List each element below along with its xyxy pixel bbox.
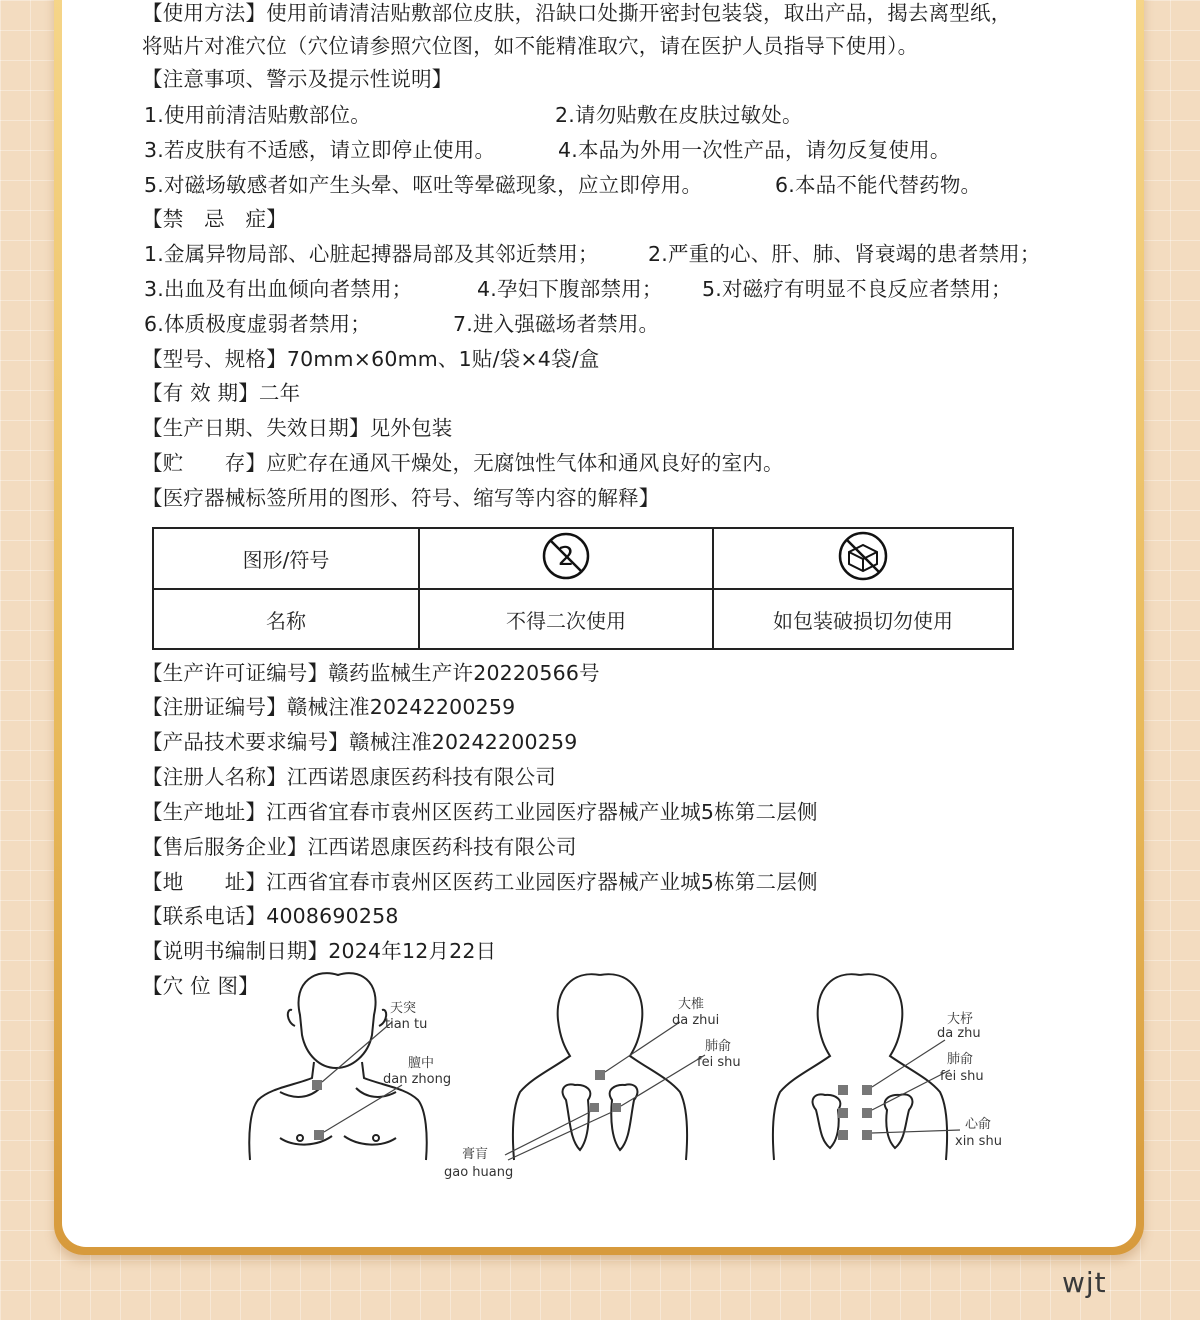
notice-item-5: 5.对磁场敏感者如产生头晕、呕吐等晕磁现象，应立即停用。 xyxy=(144,173,703,197)
danzhong-label-py: dan zhong xyxy=(383,1072,452,1087)
dazhui-point xyxy=(595,1070,605,1080)
tiantu-label-py: tian tu xyxy=(385,1017,428,1032)
symbol-cell-damaged xyxy=(713,528,1013,589)
service-company-text: 【售后服务企业】江西诺恩康医药科技有限公司 xyxy=(142,835,577,859)
notice-item-4: 4.本品为外用一次性产品，请勿反复使用。 xyxy=(558,138,951,162)
notice-item-6: 6.本品不能代替药物。 xyxy=(775,173,982,197)
dates-text: 【生产日期、失效日期】见外包装 xyxy=(142,416,453,440)
document-date-text: 【说明书编制日期】2024年12月22日 xyxy=(142,939,497,963)
acupoint-title: 【穴 位 图】 xyxy=(142,974,259,998)
symbol-table xyxy=(152,527,1014,650)
xinshu-label-cn: 心俞 xyxy=(965,1117,992,1132)
xinshu-point-right xyxy=(862,1130,872,1140)
name-row-header: 名称 xyxy=(153,589,419,649)
acupoint-diagram xyxy=(240,960,1020,1210)
contra-item-1: 1.金属异物局部、心脏起搏器局部及其邻近禁用； xyxy=(144,242,599,266)
tech-requirement-text: 【产品技术要求编号】赣械注准20242200259 xyxy=(142,730,578,754)
do-not-reuse-icon xyxy=(541,531,591,581)
contra-item-7: 7.进入强磁场者禁用。 xyxy=(453,312,660,336)
danzhong-label-cn: 膻中 xyxy=(408,1056,435,1071)
notice-item-3: 3.若皮肤有不适感，请立即停止使用。 xyxy=(144,138,496,162)
registration-text: 【注册证编号】赣械注准20242200259 xyxy=(142,695,516,719)
dazhu-point-right xyxy=(862,1085,872,1095)
tiantu-label-cn: 天突 xyxy=(390,1001,417,1016)
contra-item-2: 2.严重的心、肝、肺、肾衰竭的患者禁用； xyxy=(648,242,1041,266)
tiantu-point xyxy=(312,1080,322,1090)
feishu2-point-left xyxy=(838,1108,848,1118)
do-not-use-if-damaged-icon xyxy=(837,530,889,582)
feishu-label-py: fei shu xyxy=(697,1055,741,1070)
back-figure-2 xyxy=(773,974,947,1160)
usage-text: 【使用方法】使用前请清洁贴敷部位皮肤，沿缺口处撕开密封包装袋，取出产品，揭去离型纸， xyxy=(142,1,1012,25)
feishu2-label-py: fei shu xyxy=(940,1069,984,1084)
manufacture-address-text: 【生产地址】江西省宜春市袁州区医药工业园医疗器械产业城5栋第二层侧 xyxy=(142,800,818,824)
feishu2-point-right xyxy=(862,1108,872,1118)
xinshu-point-left xyxy=(838,1130,848,1140)
symbol-row-header: 图形/符号 xyxy=(153,528,419,589)
reuse-name: 不得二次使用 xyxy=(419,589,713,649)
registrant-text: 【注册人名称】江西诺恩康医药科技有限公司 xyxy=(142,765,556,789)
feishu2-label-cn: 肺俞 xyxy=(947,1052,974,1067)
dazhui-label-py: da zhui xyxy=(672,1013,720,1028)
danzhong-point xyxy=(314,1130,324,1140)
reuse-glyph: 2 xyxy=(557,542,575,572)
symbol-cell-reuse xyxy=(419,528,713,589)
contra-item-3: 3.出血及有出血倾向者禁用； xyxy=(144,277,413,301)
contraindications-title: 【禁 忌 症】 xyxy=(142,207,287,231)
gaohuang-label-cn: 膏肓 xyxy=(462,1147,489,1162)
name-row xyxy=(153,589,1013,649)
feishu-point-left xyxy=(590,1103,599,1112)
feishu-label-cn: 肺俞 xyxy=(705,1039,732,1054)
damaged-name: 如包装破损切勿使用 xyxy=(713,589,1013,649)
symbol-row xyxy=(153,528,1013,589)
license-text: 【生产许可证编号】赣药监械生产许20220566号 xyxy=(142,661,600,685)
gaohuang-label-py: gao huang xyxy=(444,1165,514,1180)
back-figure-1 xyxy=(513,974,687,1160)
contra-item-4: 4.孕妇下腹部禁用； xyxy=(477,277,663,301)
usage-text-2: 将贴片对准穴位（穴位请参照穴位图，如不能精准取穴，请在医护人员指导下使用）。 xyxy=(142,34,919,58)
xinshu-label-py: xin shu xyxy=(955,1134,1002,1149)
dazhu-label-cn: 大杼 xyxy=(947,1012,974,1027)
phone-text: 【联系电话】4008690258 xyxy=(142,904,399,928)
address-text: 【地 址】江西省宜春市袁州区医药工业园医疗器械产业城5栋第二层侧 xyxy=(142,870,818,894)
watermark: wjt xyxy=(1062,1266,1107,1299)
notice-title: 【注意事项、警示及提示性说明】 xyxy=(142,67,453,91)
spec-text: 【型号、规格】70mm×60mm、1贴/袋×4袋/盒 xyxy=(142,347,600,371)
contra-item-6: 6.体质极度虚弱者禁用； xyxy=(144,312,371,336)
notice-item-1: 1.使用前清洁贴敷部位。 xyxy=(144,103,371,127)
dazhu-point-left xyxy=(838,1085,848,1095)
dazhui-label-cn: 大椎 xyxy=(678,997,705,1012)
notice-item-2: 2.请勿贴敷在皮肤过敏处。 xyxy=(555,103,803,127)
symbols-title: 【医疗器械标签所用的图形、符号、缩写等内容的解释】 xyxy=(142,486,660,510)
dazhu-label-py: da zhu xyxy=(937,1026,981,1041)
feishu-point-right xyxy=(612,1103,621,1112)
contra-item-5: 5.对磁疗有明显不良反应者禁用； xyxy=(702,277,1012,301)
storage-text: 【贮 存】应贮存在通风干燥处，无腐蚀性气体和通风良好的室内。 xyxy=(142,451,784,475)
validity-text: 【有 效 期】二年 xyxy=(142,381,301,405)
